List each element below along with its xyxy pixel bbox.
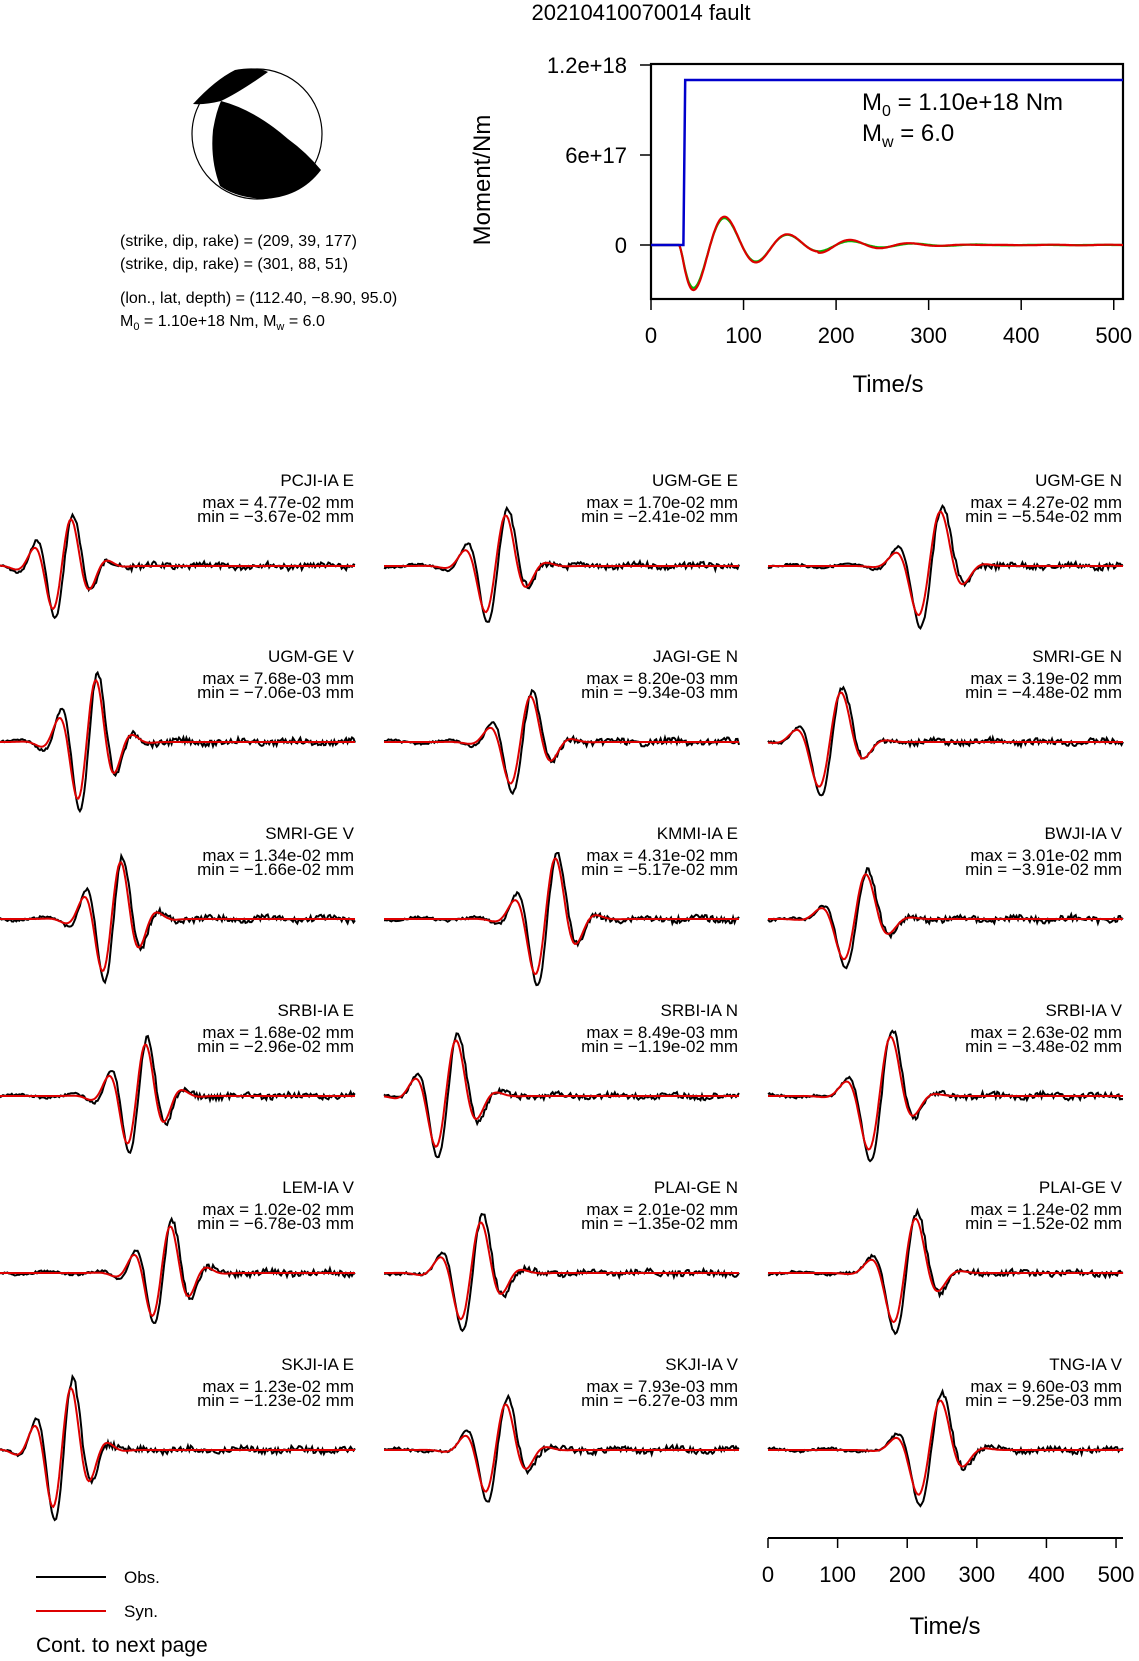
stf-rate-green <box>651 218 1123 288</box>
stf-panel <box>469 53 1132 398</box>
trace-station-label: SMRI-GE N <box>1032 647 1122 666</box>
trace-min-label: min = −1.66e-02 mm <box>197 860 354 879</box>
trace-max-label: max = 1.34e-02 mm <box>202 846 354 865</box>
trace-station-label: UGM-GE V <box>268 647 354 666</box>
stf-ytick-label: 1.2e+18 <box>546 53 627 78</box>
trace-station-label: SRBI-IA N <box>660 1001 738 1020</box>
beachball <box>192 68 322 199</box>
trace-panel <box>768 1355 1123 1506</box>
trace-max-label: max = 7.68e-03 mm <box>202 669 354 688</box>
trace-station-label: UGM-GE E <box>652 471 738 490</box>
trace-max-label: max = 1.23e-02 mm <box>202 1377 354 1396</box>
time-axis-tick-label: 100 <box>819 1562 856 1587</box>
time-axis-tick-label: 0 <box>761 1562 775 1587</box>
trace-panel <box>0 1355 355 1520</box>
trace-panel <box>768 647 1123 795</box>
stf-ytick-label: 0 <box>614 233 627 258</box>
mechanism-info <box>120 233 397 333</box>
trace-panel <box>384 1178 739 1331</box>
trace-min-label: min = −1.52e-02 mm <box>965 1214 1122 1233</box>
legend <box>36 1568 160 1621</box>
trace-max-label: max = 9.60e-03 mm <box>970 1377 1122 1396</box>
trace-station-label: BWJI-IA V <box>1044 824 1122 843</box>
trace-panel <box>768 1001 1123 1161</box>
footer-note: Cont. to next page <box>36 1634 208 1657</box>
trace-panel <box>384 824 739 985</box>
nodal-plane-2: (strike, dip, rake) = (301, 88, 51) <box>120 256 349 273</box>
trace-min-label: min = −1.35e-02 mm <box>581 1214 738 1233</box>
stf-xtick-label: 200 <box>817 323 855 348</box>
moment-magnitude-line: $M_0 = 1.10e+18$ Nm, $M_w = 6.0$ <box>120 313 325 333</box>
trace-panel <box>384 471 739 622</box>
trace-min-label: min = −4.48e-02 mm <box>965 683 1122 702</box>
trace-synthetic <box>768 512 1123 615</box>
time-axis-tick-label: 300 <box>958 1562 996 1587</box>
trace-station-label: PLAI-GE V <box>1038 1178 1122 1197</box>
trace-synthetic <box>0 519 355 609</box>
trace-observed <box>384 1396 739 1502</box>
trace-station-label: PLAI-GE N <box>653 1178 738 1197</box>
stf-xlabel: Time/s <box>852 371 924 398</box>
stf-m0-label: $M_0 = 1.10e+18$ Nm <box>862 89 1064 120</box>
trace-max-label: max = 2.63e-02 mm <box>970 1023 1122 1042</box>
trace-panel <box>0 647 355 811</box>
waveform-time-axis <box>762 1538 1135 1640</box>
trace-panel <box>0 824 355 982</box>
trace-max-label: max = 3.19e-02 mm <box>970 669 1122 688</box>
trace-station-label: TNG-IA V <box>1049 1355 1122 1374</box>
trace-max-label: max = 2.01e-02 mm <box>586 1200 738 1219</box>
trace-panel <box>0 1178 355 1323</box>
trace-panel <box>0 1001 355 1153</box>
stf-xtick-label: 0 <box>644 323 658 348</box>
trace-min-label: min = −2.41e-02 mm <box>581 507 738 526</box>
trace-station-label: SMRI-GE V <box>265 824 354 843</box>
trace-panel <box>768 471 1123 628</box>
trace-max-label: max = 3.01e-02 mm <box>970 846 1122 865</box>
time-axis-tick-label: 200 <box>888 1562 926 1587</box>
trace-station-label: LEM-IA V <box>282 1178 354 1197</box>
trace-panel <box>768 824 1123 968</box>
stf-ytick-label: 6e+17 <box>565 143 627 168</box>
trace-station-label: KMMI-IA E <box>656 824 738 843</box>
trace-min-label: min = −1.19e-02 mm <box>581 1037 738 1056</box>
trace-panel <box>384 1001 739 1157</box>
trace-min-label: min = −7.06e-03 mm <box>197 683 354 702</box>
trace-max-label: max = 4.31e-02 mm <box>586 846 738 865</box>
trace-min-label: min = −5.17e-02 mm <box>581 860 738 879</box>
stf-xtick-label: 300 <box>910 323 948 348</box>
trace-panel <box>384 647 739 794</box>
trace-max-label: max = 1.02e-02 mm <box>202 1200 354 1219</box>
trace-max-label: max = 1.70e-02 mm <box>586 493 738 512</box>
stf-xtick-label: 500 <box>1095 323 1133 348</box>
stf-xtick-label: 400 <box>1002 323 1040 348</box>
trace-min-label: min = −3.67e-02 mm <box>197 507 354 526</box>
trace-max-label: max = 1.68e-02 mm <box>202 1023 354 1042</box>
trace-min-label: min = −1.23e-02 mm <box>197 1391 354 1410</box>
waveform-grid <box>0 471 1123 1520</box>
trace-synthetic <box>384 515 739 612</box>
trace-synthetic <box>0 1045 355 1144</box>
legend-obs-label: Obs. <box>124 1568 160 1587</box>
trace-max-label: max = 1.24e-02 mm <box>970 1200 1122 1219</box>
trace-max-label: max = 7.93e-03 mm <box>586 1377 738 1396</box>
trace-min-label: min = −2.96e-02 mm <box>197 1037 354 1056</box>
hypocenter: (lon., lat, depth) = (112.40, −8.90, 95.0) <box>120 290 398 307</box>
trace-station-label: UGM-GE N <box>1035 471 1122 490</box>
trace-station-label: SKJI-IA E <box>281 1355 354 1374</box>
trace-synthetic <box>768 693 1123 787</box>
trace-min-label: min = −6.27e-03 mm <box>581 1391 738 1410</box>
trace-panel <box>0 471 355 618</box>
time-axis-label: Time/s <box>909 1613 981 1640</box>
stf-rate-red <box>651 217 1123 290</box>
stf-ylabel: Moment/Nm <box>469 114 496 246</box>
time-axis-tick-label: 500 <box>1097 1562 1135 1587</box>
trace-min-label: min = −9.34e-03 mm <box>581 683 738 702</box>
stf-y-ticks <box>547 53 651 258</box>
legend-syn-label: Syn. <box>124 1602 159 1621</box>
trace-panel <box>768 1178 1123 1334</box>
trace-min-label: min = −9.25e-03 mm <box>965 1391 1122 1410</box>
trace-station-label: SRBI-IA V <box>1045 1001 1122 1020</box>
trace-station-label: PCJI-IA E <box>280 471 354 490</box>
trace-max-label: max = 4.27e-02 mm <box>970 493 1122 512</box>
trace-observed <box>0 1219 355 1323</box>
trace-max-label: max = 4.77e-02 mm <box>202 493 354 512</box>
trace-min-label: min = −3.48e-02 mm <box>965 1037 1122 1056</box>
trace-min-label: min = −5.54e-02 mm <box>965 507 1122 526</box>
trace-station-label: SKJI-IA V <box>665 1355 738 1374</box>
trace-max-label: max = 8.20e-03 mm <box>586 669 738 688</box>
trace-panel <box>384 1355 739 1502</box>
stf-mw-label: $M_w = 6.0$ <box>862 120 955 151</box>
figure-title: 20210410070014 fault <box>531 0 751 25</box>
nodal-plane-1: (strike, dip, rake) = (209, 39, 177) <box>120 233 357 250</box>
trace-min-label: min = −6.78e-03 mm <box>197 1214 354 1233</box>
stf-xtick-label: 100 <box>725 323 762 348</box>
trace-station-label: SRBI-IA E <box>277 1001 354 1020</box>
trace-min-label: min = −3.91e-02 mm <box>965 860 1122 879</box>
time-axis-tick-label: 400 <box>1028 1562 1065 1587</box>
stf-x-ticks <box>645 299 1132 348</box>
trace-station-label: JAGI-GE N <box>652 647 738 666</box>
trace-max-label: max = 8.49e-03 mm <box>586 1023 738 1042</box>
